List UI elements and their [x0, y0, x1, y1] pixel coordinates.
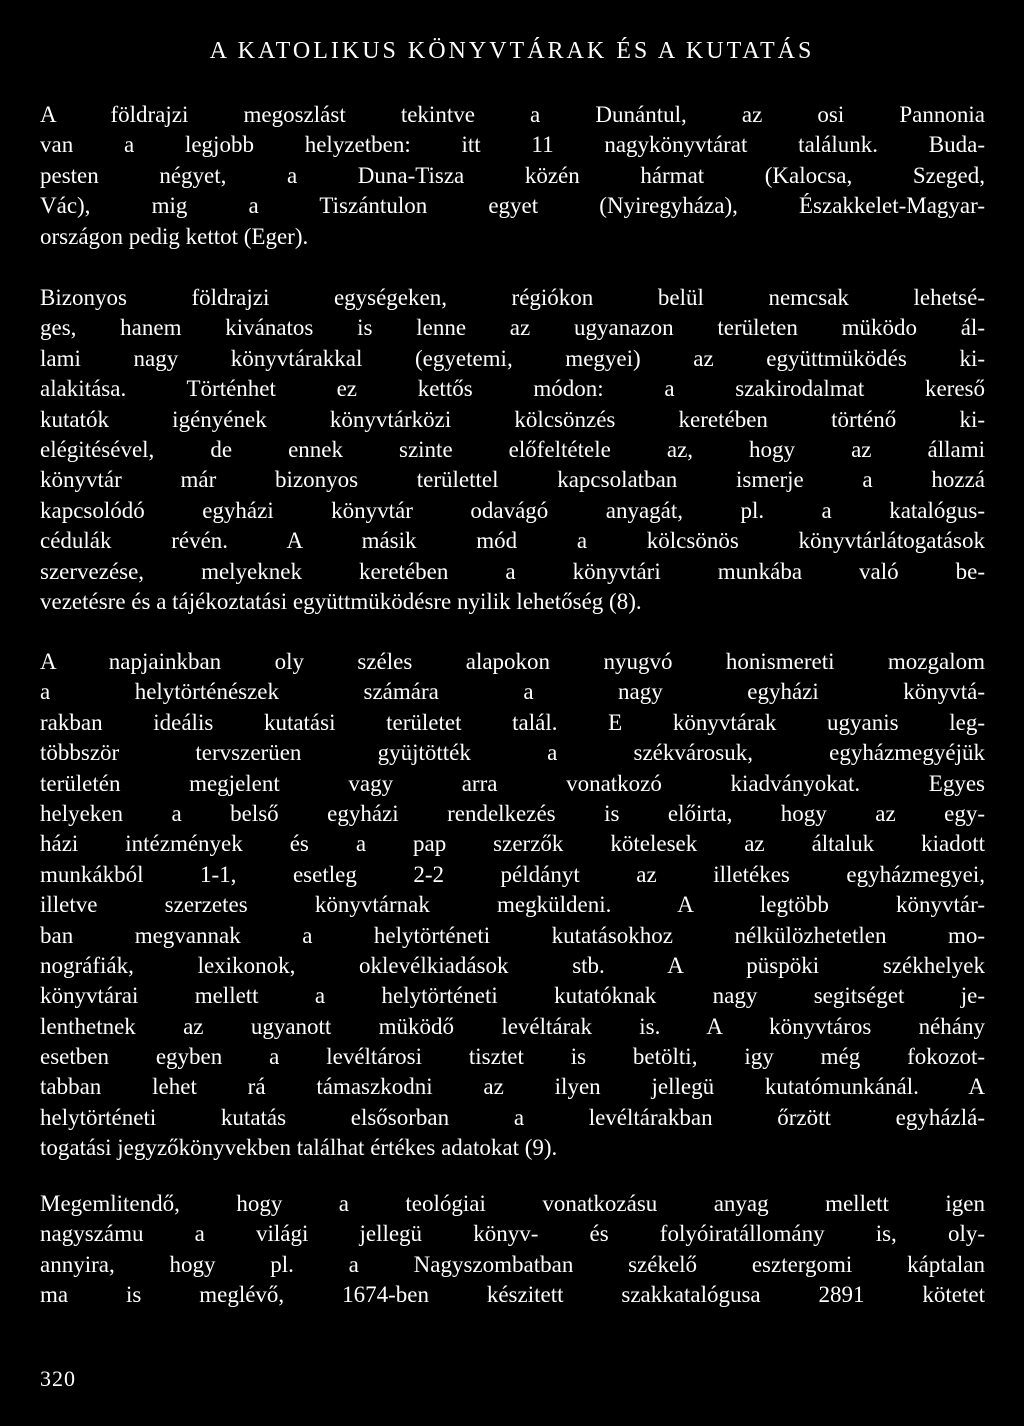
paragraph-1	[40, 100, 985, 252]
text-line: illetve szerzetes könyvtárnak megküldeni. A legtöbb könyvtár-	[40, 892, 985, 918]
text-line: pesten négyet, a Duna-Tisza közén hármat (Kalocsa, Szeged,	[40, 162, 985, 188]
paragraph-2	[40, 283, 985, 617]
text-line: rakban ideális kutatási területet talál. E könyvtárak ugyanis leg-	[40, 709, 985, 735]
text-line: Vác), mig a Tiszántulon egyet (Nyiregyháza), Északkelet-Magyar-	[40, 193, 985, 219]
text-line: elégitésével, de ennek szinte előfeltétele az, hogy az állami	[40, 436, 985, 462]
text-line: ma is meglévő, 1674-ben készitett szakkatalógusa 2891 kötetet	[40, 1282, 985, 1308]
text-line: cédulák révén. A másik mód a kölcsönös könyvtárlátogatások	[40, 528, 985, 554]
text-line: könyvtár már bizonyos területtel kapcsolatban ismerje a hozzá	[40, 467, 985, 493]
text-line: területén megjelent vagy arra vonatkozó kiadványokat. Egyes	[40, 770, 985, 796]
text-line: könyvtárai mellett a helytörténeti kutatóknak nagy segitséget je-	[40, 983, 985, 1009]
text-line: alakitása. Történhet ez kettős módon: a szakirodalmat kereső	[40, 376, 985, 402]
text-line: lami nagy könyvtárakkal (egyetemi, megyei) az együttmüködés ki-	[40, 345, 985, 371]
page-title: A KATOLIKUS KÖNYVTÁRAK ÉS A KUTATÁS	[209, 38, 815, 64]
text-line: kapcsolódó egyházi könyvtár odavágó anyagát, pl. a katalógus-	[40, 497, 985, 523]
text-line: Megemlitendő, hogy a teológiai vonatkozásu anyag mellett igen	[40, 1191, 985, 1216]
text-line: esetben egyben a levéltárosi tisztet is betölti, igy még fokozot-	[40, 1044, 985, 1070]
text-line: nagyszámu a világi jellegü könyv- és folyóiratállomány is, oly-	[40, 1221, 985, 1247]
text-line: helyeken a belső egyházi rendelkezés is előirta, hogy az egy-	[40, 800, 985, 826]
text-line: tabban lehet rá támaszkodni az ilyen jellegü kutatómunkánál. A	[40, 1074, 985, 1100]
page-number: 320	[40, 1366, 76, 1391]
text-line: kutatók igényének könyvtárközi kölcsönzés keretében történő ki-	[40, 406, 985, 432]
text-line: annyira, hogy pl. a Nagyszombatban székelő esztergomi káptalan	[40, 1251, 985, 1277]
text-line: lenthetnek az ugyanott müködő levéltárak is. A könyvtáros néhány	[40, 1013, 985, 1039]
text-line: Bizonyos földrajzi egységeken, régiókon belül nemcsak lehetsé-	[40, 285, 985, 310]
text-line: szervezése, melyeknek keretében a könyvtári munkába való be-	[40, 558, 985, 584]
text-line: munkákból 1-1, esetleg 2-2 példányt az illetékes egyházmegyei,	[40, 861, 985, 887]
paragraph-3	[40, 647, 985, 1164]
text-line: a helytörténészek számára a nagy egyházi könyvtá-	[40, 679, 985, 705]
text-line: A földrajzi megoszlást tekintve a Dunántul, az osi Pannonia	[40, 102, 985, 127]
text-line: ges, hanem kivánatos is lenne az ugyanazon területen müködo ál-	[40, 315, 985, 341]
text-line: helytörténeti kutatás elsősorban a levéltárakban őrzött egyházlá-	[40, 1104, 985, 1130]
paragraph-4	[40, 1189, 985, 1311]
text-line: országon pedig kettot (Eger).	[40, 223, 309, 249]
text-line: ban megvannak a helytörténeti kutatásokhoz nélkülözhetetlen mo-	[40, 922, 985, 948]
text-line: házi intézmények és a pap szerzők kötelesek az általuk kiadott	[40, 831, 985, 857]
text-line: togatási jegyzőkönyvekben találhat értékes adatokat (9).	[40, 1135, 558, 1161]
text-line: vezetésre és a tájékoztatási együttmüködésre nyilik lehetőség (8).	[40, 588, 642, 614]
text-line: A napjainkban oly széles alapokon nyugvó honismereti mozgalom	[40, 649, 985, 674]
text-line: többször tervszerüen gyüjtötték a székvárosuk, egyházmegyéjük	[40, 740, 985, 766]
text-line: nográfiák, lexikonok, oklevélkiadások stb. A püspöki székhelyek	[40, 952, 985, 978]
text-line: van a legjobb helyzetben: itt 11 nagykönyvtárat találunk. Buda-	[40, 132, 985, 158]
